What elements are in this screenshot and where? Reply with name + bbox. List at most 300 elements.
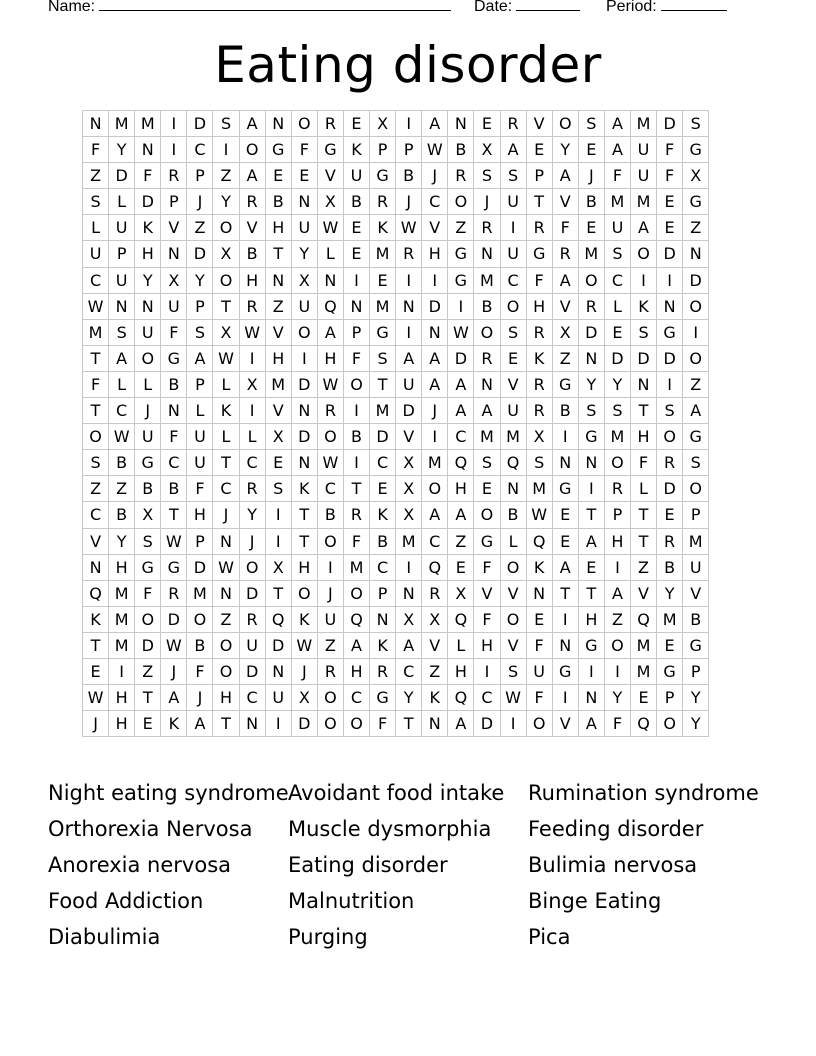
grid-cell[interactable]: R xyxy=(553,241,579,267)
grid-cell[interactable]: T xyxy=(266,241,292,267)
grid-cell[interactable]: P xyxy=(187,372,213,398)
grid-cell[interactable]: M xyxy=(83,320,109,346)
grid-cell[interactable]: M xyxy=(605,189,631,215)
grid-cell[interactable]: I xyxy=(474,659,500,685)
grid-cell[interactable]: I xyxy=(657,372,683,398)
grid-cell[interactable]: S xyxy=(527,450,553,476)
grid-cell[interactable]: V xyxy=(422,215,448,241)
grid-cell[interactable]: O xyxy=(344,372,370,398)
grid-cell[interactable]: S xyxy=(683,450,709,476)
grid-cell[interactable]: A xyxy=(187,346,213,372)
grid-cell[interactable]: U xyxy=(396,372,422,398)
grid-cell[interactable]: O xyxy=(657,711,683,737)
grid-cell[interactable]: U xyxy=(135,320,161,346)
grid-cell[interactable]: B xyxy=(657,555,683,581)
grid-cell[interactable]: N xyxy=(109,294,135,320)
grid-cell[interactable]: I xyxy=(448,294,474,320)
grid-cell[interactable]: X xyxy=(292,685,318,711)
grid-cell[interactable]: O xyxy=(605,633,631,659)
grid-cell[interactable]: D xyxy=(187,555,213,581)
grid-cell[interactable]: Q xyxy=(631,607,657,633)
grid-cell[interactable]: X xyxy=(161,268,187,294)
grid-cell[interactable]: F xyxy=(474,555,500,581)
grid-cell[interactable]: Z xyxy=(553,346,579,372)
grid-cell[interactable]: A xyxy=(631,215,657,241)
grid-cell[interactable]: U xyxy=(109,215,135,241)
grid-cell[interactable]: U xyxy=(683,555,709,581)
grid-cell[interactable]: A xyxy=(240,163,266,189)
grid-cell[interactable]: T xyxy=(292,502,318,528)
grid-cell[interactable]: K xyxy=(631,294,657,320)
grid-cell[interactable]: O xyxy=(501,607,527,633)
grid-cell[interactable]: R xyxy=(501,111,527,137)
grid-cell[interactable]: Z xyxy=(83,163,109,189)
grid-cell[interactable]: Y xyxy=(683,711,709,737)
grid-cell[interactable]: R xyxy=(527,320,553,346)
grid-cell[interactable]: G xyxy=(161,346,187,372)
grid-cell[interactable]: D xyxy=(422,294,448,320)
grid-cell[interactable]: Y xyxy=(292,241,318,267)
grid-cell[interactable]: I xyxy=(501,711,527,737)
grid-cell[interactable]: T xyxy=(344,476,370,502)
grid-cell[interactable]: N xyxy=(292,450,318,476)
grid-cell[interactable]: H xyxy=(213,685,239,711)
name-blank[interactable] xyxy=(99,0,451,11)
grid-cell[interactable]: B xyxy=(161,476,187,502)
grid-cell[interactable]: J xyxy=(213,502,239,528)
grid-cell[interactable]: V xyxy=(501,581,527,607)
grid-cell[interactable]: A xyxy=(422,502,448,528)
grid-cell[interactable]: E xyxy=(579,137,605,163)
grid-cell[interactable]: R xyxy=(605,476,631,502)
grid-cell[interactable]: B xyxy=(135,476,161,502)
grid-cell[interactable]: A xyxy=(422,111,448,137)
grid-cell[interactable]: G xyxy=(527,241,553,267)
grid-cell[interactable]: D xyxy=(187,241,213,267)
grid-cell[interactable]: I xyxy=(501,215,527,241)
grid-cell[interactable]: K xyxy=(527,555,553,581)
grid-cell[interactable]: A xyxy=(161,685,187,711)
grid-cell[interactable]: H xyxy=(448,476,474,502)
grid-cell[interactable]: X xyxy=(370,111,396,137)
grid-cell[interactable]: H xyxy=(422,241,448,267)
grid-cell[interactable]: O xyxy=(553,111,579,137)
grid-cell[interactable]: B xyxy=(553,398,579,424)
grid-cell[interactable]: I xyxy=(396,555,422,581)
grid-cell[interactable]: N xyxy=(344,294,370,320)
grid-cell[interactable]: U xyxy=(318,607,344,633)
period-blank[interactable] xyxy=(661,0,727,11)
grid-cell[interactable]: C xyxy=(109,398,135,424)
grid-cell[interactable]: F xyxy=(527,268,553,294)
grid-cell[interactable]: N xyxy=(474,372,500,398)
grid-cell[interactable]: C xyxy=(83,502,109,528)
grid-cell[interactable]: N xyxy=(135,294,161,320)
grid-cell[interactable]: W xyxy=(396,215,422,241)
grid-cell[interactable]: C xyxy=(187,137,213,163)
grid-cell[interactable]: D xyxy=(474,711,500,737)
grid-cell[interactable]: S xyxy=(605,398,631,424)
grid-cell[interactable]: N xyxy=(318,268,344,294)
grid-cell[interactable]: O xyxy=(292,111,318,137)
grid-cell[interactable]: W xyxy=(240,320,266,346)
grid-cell[interactable]: A xyxy=(448,711,474,737)
grid-cell[interactable]: O xyxy=(657,424,683,450)
grid-cell[interactable]: X xyxy=(396,607,422,633)
grid-cell[interactable]: V xyxy=(553,189,579,215)
grid-cell[interactable]: S xyxy=(109,320,135,346)
grid-cell[interactable]: K xyxy=(292,476,318,502)
grid-cell[interactable]: R xyxy=(344,502,370,528)
grid-cell[interactable]: B xyxy=(448,137,474,163)
grid-cell[interactable]: I xyxy=(161,137,187,163)
grid-cell[interactable]: P xyxy=(683,502,709,528)
grid-cell[interactable]: S xyxy=(501,320,527,346)
grid-cell[interactable]: C xyxy=(422,529,448,555)
grid-cell[interactable]: C xyxy=(474,685,500,711)
grid-cell[interactable]: D xyxy=(370,424,396,450)
grid-cell[interactable]: M xyxy=(370,294,396,320)
grid-cell[interactable]: C xyxy=(344,685,370,711)
grid-cell[interactable]: Y xyxy=(187,268,213,294)
grid-cell[interactable]: P xyxy=(605,502,631,528)
grid-cell[interactable]: A xyxy=(579,711,605,737)
grid-cell[interactable]: U xyxy=(240,633,266,659)
grid-cell[interactable]: E xyxy=(553,529,579,555)
grid-cell[interactable]: I xyxy=(344,268,370,294)
grid-cell[interactable]: D xyxy=(240,581,266,607)
grid-cell[interactable]: R xyxy=(448,163,474,189)
grid-cell[interactable]: C xyxy=(240,450,266,476)
grid-cell[interactable]: N xyxy=(579,346,605,372)
grid-cell[interactable]: F xyxy=(605,163,631,189)
grid-cell[interactable]: U xyxy=(266,685,292,711)
grid-cell[interactable]: X xyxy=(683,163,709,189)
grid-cell[interactable]: I xyxy=(683,320,709,346)
grid-cell[interactable]: T xyxy=(83,346,109,372)
grid-cell[interactable]: C xyxy=(501,268,527,294)
grid-cell[interactable]: C xyxy=(213,476,239,502)
grid-cell[interactable]: O xyxy=(213,215,239,241)
grid-cell[interactable]: H xyxy=(474,633,500,659)
grid-cell[interactable]: I xyxy=(422,424,448,450)
grid-cell[interactable]: C xyxy=(396,659,422,685)
grid-cell[interactable]: N xyxy=(161,398,187,424)
grid-cell[interactable]: T xyxy=(527,189,553,215)
grid-cell[interactable]: F xyxy=(83,372,109,398)
grid-cell[interactable]: F xyxy=(344,346,370,372)
period-field[interactable] xyxy=(606,0,727,16)
grid-cell[interactable]: S xyxy=(605,241,631,267)
grid-cell[interactable]: M xyxy=(370,241,396,267)
grid-cell[interactable]: Y xyxy=(605,685,631,711)
grid-cell[interactable]: Q xyxy=(448,685,474,711)
grid-cell[interactable]: O xyxy=(683,346,709,372)
grid-cell[interactable]: G xyxy=(135,555,161,581)
date-field[interactable] xyxy=(474,0,580,16)
grid-cell[interactable]: B xyxy=(344,424,370,450)
grid-cell[interactable]: D xyxy=(657,346,683,372)
grid-cell[interactable]: E xyxy=(370,268,396,294)
grid-cell[interactable]: R xyxy=(527,372,553,398)
grid-cell[interactable]: Y xyxy=(109,137,135,163)
grid-cell[interactable]: H xyxy=(135,241,161,267)
grid-cell[interactable]: I xyxy=(109,659,135,685)
grid-cell[interactable]: B xyxy=(187,633,213,659)
grid-cell[interactable]: U xyxy=(187,424,213,450)
grid-cell[interactable]: P xyxy=(370,137,396,163)
grid-cell[interactable]: Y xyxy=(657,581,683,607)
grid-cell[interactable]: Y xyxy=(396,685,422,711)
grid-cell[interactable]: U xyxy=(292,215,318,241)
grid-cell[interactable]: U xyxy=(83,241,109,267)
grid-cell[interactable]: P xyxy=(187,294,213,320)
grid-cell[interactable]: O xyxy=(474,502,500,528)
grid-cell[interactable]: Y xyxy=(553,137,579,163)
grid-cell[interactable]: D xyxy=(579,320,605,346)
grid-cell[interactable]: U xyxy=(109,268,135,294)
grid-cell[interactable]: I xyxy=(553,685,579,711)
grid-cell[interactable]: S xyxy=(474,450,500,476)
grid-cell[interactable]: R xyxy=(396,241,422,267)
grid-cell[interactable]: V xyxy=(501,633,527,659)
grid-cell[interactable]: N xyxy=(422,320,448,346)
grid-cell[interactable]: Y xyxy=(109,529,135,555)
grid-cell[interactable]: O xyxy=(344,711,370,737)
grid-cell[interactable]: C xyxy=(161,450,187,476)
grid-cell[interactable]: J xyxy=(474,189,500,215)
grid-cell[interactable]: G xyxy=(553,659,579,685)
grid-cell[interactable]: M xyxy=(657,607,683,633)
grid-cell[interactable]: E xyxy=(83,659,109,685)
grid-cell[interactable]: L xyxy=(109,189,135,215)
grid-cell[interactable]: Z xyxy=(135,659,161,685)
grid-cell[interactable]: U xyxy=(292,294,318,320)
grid-cell[interactable]: E xyxy=(135,711,161,737)
grid-cell[interactable]: M xyxy=(683,529,709,555)
grid-cell[interactable]: F xyxy=(161,320,187,346)
grid-cell[interactable]: D xyxy=(292,424,318,450)
grid-cell[interactable]: X xyxy=(266,424,292,450)
grid-cell[interactable]: Y xyxy=(579,372,605,398)
grid-cell[interactable]: T xyxy=(579,502,605,528)
grid-cell[interactable]: V xyxy=(683,581,709,607)
grid-cell[interactable]: O xyxy=(213,633,239,659)
grid-cell[interactable]: H xyxy=(527,294,553,320)
grid-cell[interactable]: M xyxy=(109,607,135,633)
grid-cell[interactable]: P xyxy=(396,137,422,163)
grid-cell[interactable]: G xyxy=(553,372,579,398)
grid-cell[interactable]: Q xyxy=(448,607,474,633)
grid-cell[interactable]: M xyxy=(396,529,422,555)
grid-cell[interactable]: G xyxy=(266,137,292,163)
grid-cell[interactable]: E xyxy=(501,346,527,372)
grid-cell[interactable]: G xyxy=(370,163,396,189)
grid-cell[interactable]: T xyxy=(135,685,161,711)
grid-cell[interactable]: V xyxy=(83,529,109,555)
grid-cell[interactable]: P xyxy=(187,163,213,189)
grid-cell[interactable]: D xyxy=(657,241,683,267)
grid-cell[interactable]: S xyxy=(657,398,683,424)
grid-cell[interactable]: S xyxy=(631,320,657,346)
grid-cell[interactable]: N xyxy=(161,241,187,267)
grid-cell[interactable]: W xyxy=(161,529,187,555)
grid-cell[interactable]: M xyxy=(605,424,631,450)
grid-cell[interactable]: J xyxy=(135,398,161,424)
grid-cell[interactable]: T xyxy=(396,711,422,737)
grid-cell[interactable]: B xyxy=(370,529,396,555)
grid-cell[interactable]: S xyxy=(501,163,527,189)
grid-cell[interactable]: K xyxy=(161,711,187,737)
grid-cell[interactable]: I xyxy=(266,711,292,737)
grid-cell[interactable]: K xyxy=(83,607,109,633)
grid-cell[interactable]: X xyxy=(213,320,239,346)
grid-cell[interactable]: N xyxy=(474,241,500,267)
grid-cell[interactable]: S xyxy=(187,320,213,346)
grid-cell[interactable]: O xyxy=(292,320,318,346)
grid-cell[interactable]: O xyxy=(240,555,266,581)
grid-cell[interactable]: I xyxy=(605,659,631,685)
grid-cell[interactable]: I xyxy=(553,424,579,450)
grid-cell[interactable]: U xyxy=(527,659,553,685)
grid-cell[interactable]: D xyxy=(161,607,187,633)
grid-cell[interactable]: C xyxy=(370,555,396,581)
grid-cell[interactable]: M xyxy=(109,633,135,659)
grid-cell[interactable]: G xyxy=(657,320,683,346)
grid-cell[interactable]: R xyxy=(657,529,683,555)
grid-cell[interactable]: E xyxy=(448,555,474,581)
grid-cell[interactable]: F xyxy=(527,685,553,711)
grid-cell[interactable]: G xyxy=(161,555,187,581)
grid-cell[interactable]: J xyxy=(318,581,344,607)
grid-cell[interactable]: N xyxy=(501,476,527,502)
grid-cell[interactable]: I xyxy=(344,450,370,476)
grid-cell[interactable]: O xyxy=(318,529,344,555)
grid-cell[interactable]: E xyxy=(370,476,396,502)
grid-cell[interactable]: A xyxy=(318,320,344,346)
grid-cell[interactable]: T xyxy=(213,294,239,320)
grid-cell[interactable]: K xyxy=(135,215,161,241)
grid-cell[interactable]: L xyxy=(213,372,239,398)
grid-cell[interactable]: T xyxy=(266,581,292,607)
grid-cell[interactable]: R xyxy=(657,450,683,476)
grid-cell[interactable]: O xyxy=(135,346,161,372)
grid-cell[interactable]: B xyxy=(266,189,292,215)
grid-cell[interactable]: R xyxy=(370,189,396,215)
grid-cell[interactable]: J xyxy=(579,163,605,189)
grid-cell[interactable]: Z xyxy=(683,372,709,398)
grid-cell[interactable]: M xyxy=(474,268,500,294)
grid-cell[interactable]: K xyxy=(292,607,318,633)
grid-cell[interactable]: N xyxy=(213,529,239,555)
grid-cell[interactable]: M xyxy=(631,111,657,137)
grid-cell[interactable]: I xyxy=(422,268,448,294)
grid-cell[interactable]: S xyxy=(579,111,605,137)
grid-cell[interactable]: W xyxy=(422,137,448,163)
grid-cell[interactable]: A xyxy=(501,137,527,163)
grid-cell[interactable]: L xyxy=(605,294,631,320)
grid-cell[interactable]: W xyxy=(83,685,109,711)
grid-cell[interactable]: O xyxy=(187,607,213,633)
grid-cell[interactable]: G xyxy=(657,659,683,685)
grid-cell[interactable]: H xyxy=(109,685,135,711)
grid-cell[interactable]: Q xyxy=(266,607,292,633)
grid-cell[interactable]: C xyxy=(605,268,631,294)
grid-cell[interactable]: I xyxy=(161,111,187,137)
grid-cell[interactable]: V xyxy=(161,215,187,241)
grid-cell[interactable]: F xyxy=(187,476,213,502)
grid-cell[interactable]: V xyxy=(266,320,292,346)
grid-cell[interactable]: Z xyxy=(683,215,709,241)
grid-cell[interactable]: O xyxy=(605,450,631,476)
grid-cell[interactable]: X xyxy=(266,555,292,581)
grid-cell[interactable]: O xyxy=(448,189,474,215)
grid-cell[interactable]: X xyxy=(527,424,553,450)
grid-cell[interactable]: V xyxy=(553,294,579,320)
grid-cell[interactable]: W xyxy=(292,633,318,659)
grid-cell[interactable]: K xyxy=(422,685,448,711)
grid-cell[interactable]: A xyxy=(344,633,370,659)
grid-cell[interactable]: R xyxy=(240,189,266,215)
grid-cell[interactable]: N xyxy=(422,711,448,737)
grid-cell[interactable]: Z xyxy=(448,215,474,241)
grid-cell[interactable]: G xyxy=(474,529,500,555)
grid-cell[interactable]: E xyxy=(657,189,683,215)
grid-cell[interactable]: R xyxy=(474,215,500,241)
grid-cell[interactable]: M xyxy=(109,581,135,607)
grid-cell[interactable]: K xyxy=(370,633,396,659)
grid-cell[interactable]: N xyxy=(553,450,579,476)
grid-cell[interactable]: S xyxy=(683,111,709,137)
grid-cell[interactable]: J xyxy=(396,189,422,215)
grid-cell[interactable]: I xyxy=(240,346,266,372)
grid-cell[interactable]: R xyxy=(370,659,396,685)
grid-cell[interactable]: L xyxy=(240,424,266,450)
grid-cell[interactable]: N xyxy=(266,111,292,137)
grid-cell[interactable]: A xyxy=(109,346,135,372)
grid-cell[interactable]: N xyxy=(266,659,292,685)
grid-cell[interactable]: X xyxy=(240,372,266,398)
grid-cell[interactable]: D xyxy=(292,372,318,398)
grid-cell[interactable]: P xyxy=(657,685,683,711)
grid-cell[interactable]: K xyxy=(213,398,239,424)
grid-cell[interactable]: P xyxy=(187,529,213,555)
grid-cell[interactable]: J xyxy=(422,163,448,189)
grid-cell[interactable]: V xyxy=(396,424,422,450)
grid-cell[interactable]: R xyxy=(161,581,187,607)
grid-cell[interactable]: J xyxy=(161,659,187,685)
grid-cell[interactable]: A xyxy=(605,111,631,137)
grid-cell[interactable]: I xyxy=(396,111,422,137)
grid-cell[interactable]: F xyxy=(657,163,683,189)
grid-cell[interactable]: O xyxy=(213,268,239,294)
grid-cell[interactable]: E xyxy=(474,476,500,502)
grid-cell[interactable]: X xyxy=(422,607,448,633)
grid-cell[interactable]: Z xyxy=(422,659,448,685)
grid-cell[interactable]: Z xyxy=(109,476,135,502)
grid-cell[interactable]: O xyxy=(292,581,318,607)
grid-cell[interactable]: O xyxy=(213,659,239,685)
grid-cell[interactable]: D xyxy=(135,189,161,215)
grid-cell[interactable]: W xyxy=(161,633,187,659)
grid-cell[interactable]: H xyxy=(109,555,135,581)
grid-cell[interactable]: A xyxy=(448,372,474,398)
grid-cell[interactable]: G xyxy=(448,268,474,294)
grid-cell[interactable]: H xyxy=(448,659,474,685)
grid-cell[interactable]: P xyxy=(370,581,396,607)
grid-cell[interactable]: F xyxy=(187,659,213,685)
grid-cell[interactable]: J xyxy=(240,529,266,555)
